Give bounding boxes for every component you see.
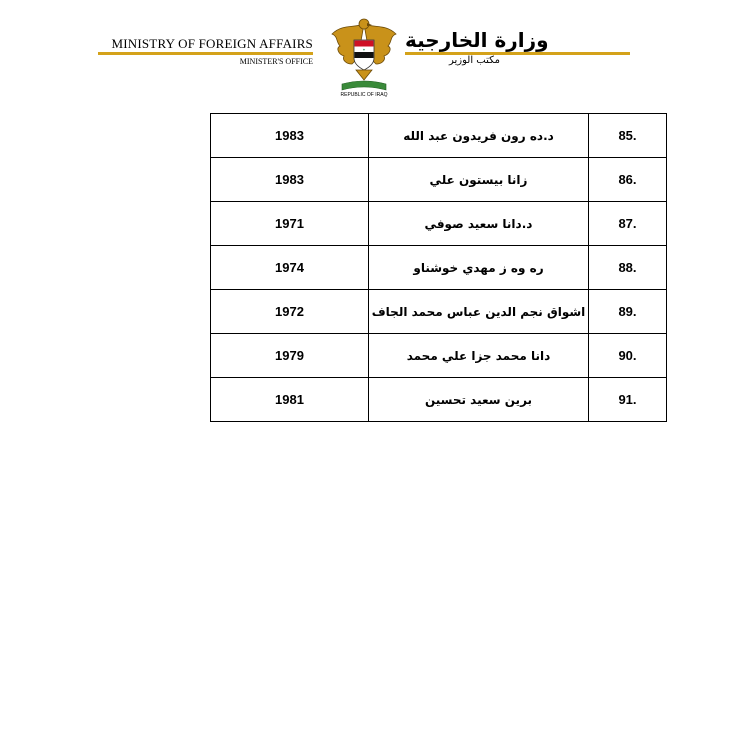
number-cell: 91. xyxy=(589,378,667,422)
number-cell: 85. xyxy=(589,114,667,158)
name-cell: برين سعيد تحسين xyxy=(369,378,589,422)
name-cell: زانا بيستون علي xyxy=(369,158,589,202)
number-cell: 88. xyxy=(589,246,667,290)
ministry-name-english: MINISTRY OF FOREIGN AFFAIRS xyxy=(111,36,313,51)
office-name-arabic: مكتب الوزير xyxy=(448,55,500,66)
year-cell: 1972 xyxy=(211,290,369,334)
table-row xyxy=(211,158,667,202)
svg-text:✦: ✦ xyxy=(362,48,366,52)
letterhead xyxy=(0,0,732,110)
table-row xyxy=(211,334,667,378)
ministry-name-arabic: وزارة الخارجية xyxy=(405,28,549,52)
number-cell: 90. xyxy=(589,334,667,378)
number-cell: 86. xyxy=(589,158,667,202)
name-cell: د.ده رون فريدون عبد الله xyxy=(369,114,589,158)
table-row xyxy=(211,290,667,334)
name-cell: ره وه ز مهدي خوشناو xyxy=(369,246,589,290)
year-cell: 1974 xyxy=(211,246,369,290)
name-cell: د.دانا سعيد صوفي xyxy=(369,202,589,246)
names-table xyxy=(210,113,667,422)
number-cell: 89. xyxy=(589,290,667,334)
year-cell: 1983 xyxy=(211,158,369,202)
gold-divider-left xyxy=(98,52,313,55)
name-cell: دانا محمد جزا علي محمد xyxy=(369,334,589,378)
iraq-eagle-emblem-icon xyxy=(328,14,400,96)
table-row xyxy=(211,114,667,158)
table-row xyxy=(211,202,667,246)
year-cell: 1981 xyxy=(211,378,369,422)
year-cell: 1971 xyxy=(211,202,369,246)
number-cell: 87. xyxy=(589,202,667,246)
table-row xyxy=(211,246,667,290)
table-row xyxy=(211,378,667,422)
name-cell: اشواق نجم الدين عباس محمد الجاف xyxy=(369,290,589,334)
emblem-caption: REPUBLIC OF IRAQ xyxy=(340,92,388,98)
year-cell: 1983 xyxy=(211,114,369,158)
year-cell: 1979 xyxy=(211,334,369,378)
office-name-english: MINISTER'S OFFICE xyxy=(239,57,313,66)
